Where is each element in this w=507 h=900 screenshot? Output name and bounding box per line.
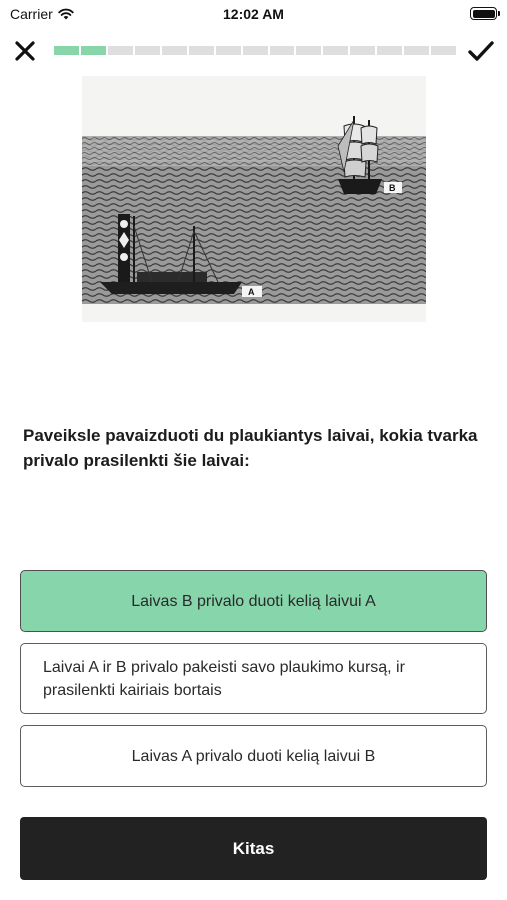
progress-segment (189, 46, 214, 55)
progress-segment (377, 46, 402, 55)
ship-b-icon (338, 116, 382, 194)
quiz-toolbar (0, 36, 507, 66)
progress-segment (216, 46, 241, 55)
question-illustration (82, 76, 426, 322)
close-icon (12, 38, 38, 64)
progress-segment (81, 46, 106, 55)
progress-segment (243, 46, 268, 55)
progress-segment (404, 46, 429, 55)
ships-at-sea-image (82, 76, 426, 322)
progress-bar (54, 46, 456, 55)
question-text: Paveiksle pavaizduoti du plaukiantys laivai, kokia tvarka privalo prasilenkti šie laivai: (23, 426, 478, 470)
progress-segment (54, 46, 79, 55)
progress-segment (323, 46, 348, 55)
progress-segment (108, 46, 133, 55)
answer-option-label: Laivas B privalo duoti kelią laivui A (131, 592, 376, 610)
status-time: 12:02 AM (223, 6, 284, 22)
next-button-label: Kitas (232, 838, 275, 858)
ship-a-label: A (248, 287, 255, 297)
battery-icon (470, 7, 497, 20)
progress-segment (350, 46, 375, 55)
status-bar (0, 0, 507, 30)
progress-segment (162, 46, 187, 55)
next-button[interactable] (20, 817, 487, 880)
answer-option-label: Laivai A ir B privalo pakeisti savo plaukimo kursą, ir prasilenkti kairiais bortais (43, 658, 405, 699)
answer-option-1[interactable] (20, 570, 487, 632)
ship-b-label: B (389, 183, 396, 193)
progress-segment (431, 46, 456, 55)
confirm-button[interactable] (467, 38, 495, 64)
answer-option-3[interactable] (20, 725, 487, 787)
progress-segment (270, 46, 295, 55)
progress-segment (296, 46, 321, 55)
checkmark-icon (467, 38, 495, 64)
answer-option-label: Laivas A privalo duoti kelią laivui B (131, 747, 376, 765)
progress-segment (135, 46, 160, 55)
answer-option-2[interactable] (20, 643, 487, 714)
carrier-label: Carrier (10, 6, 53, 22)
close-button[interactable] (12, 38, 38, 64)
